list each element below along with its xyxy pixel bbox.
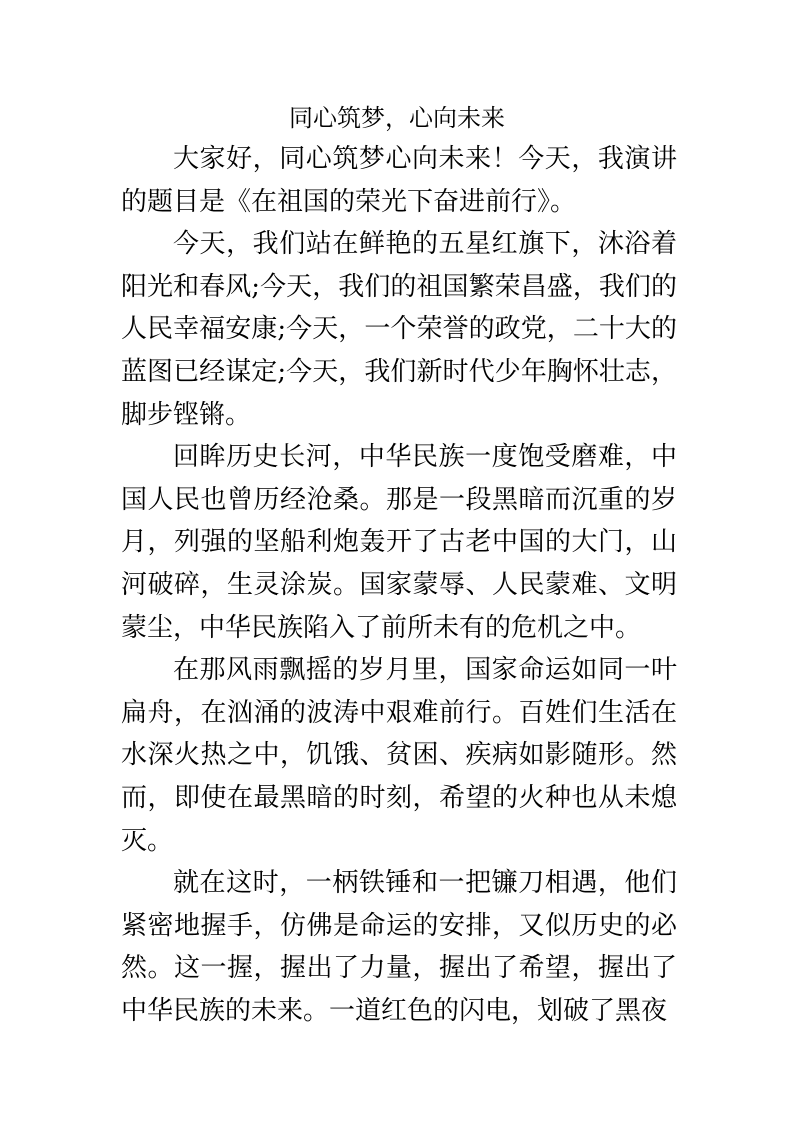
- paragraph-greeting: 大家好，同心筑梦心向未来！今天，我演讲的题目是《在祖国的荣光下奋进前行》。: [121, 144, 677, 217]
- document-title: 同心筑梦，心向未来: [289, 104, 505, 132]
- paragraph-history: 回眸历史长河，中华民族一度饱受磨难，中国人民也曾历经沧桑。那是一段黑暗而沉重的岁月，列强的坚船利炮轰开了古老中国的大门，山河破碎，生灵涂炭。国家蒙辱、人民蒙难、文明蒙尘，中华民族陷入了前所未有的危机之中。: [121, 442, 677, 643]
- paragraph-today: 今天，我们站在鲜艳的五星红旗下，沐浴着阳光和春风;今天，我们的祖国繁荣昌盛，我们的人民幸福安康;今天，一个荣誉的政党，二十大的蓝图已经谋定;今天，我们新时代少年胸怀壮志，脚步铿锵。: [121, 229, 677, 430]
- document-body: [121, 138, 677, 1032]
- paragraph-hammer-sickle: 就在这时，一柄铁锤和一把镰刀相遇，他们紧密地握手，仿佛是命运的安排，又似历史的必然。这一握，握出了力量，握出了希望，握出了中华民族的未来。一道红色的闪电，划破了黑夜: [121, 868, 677, 1026]
- paragraph-turbulent-years: 在那风雨飘摇的岁月里，国家命运如同一叶扁舟，在汹涌的波涛中艰难前行。百姓们生活在水深火热之中，饥饿、贫困、疾病如影随形。然而，即使在最黑暗的时刻，希望的火种也从未熄灭。: [121, 655, 677, 856]
